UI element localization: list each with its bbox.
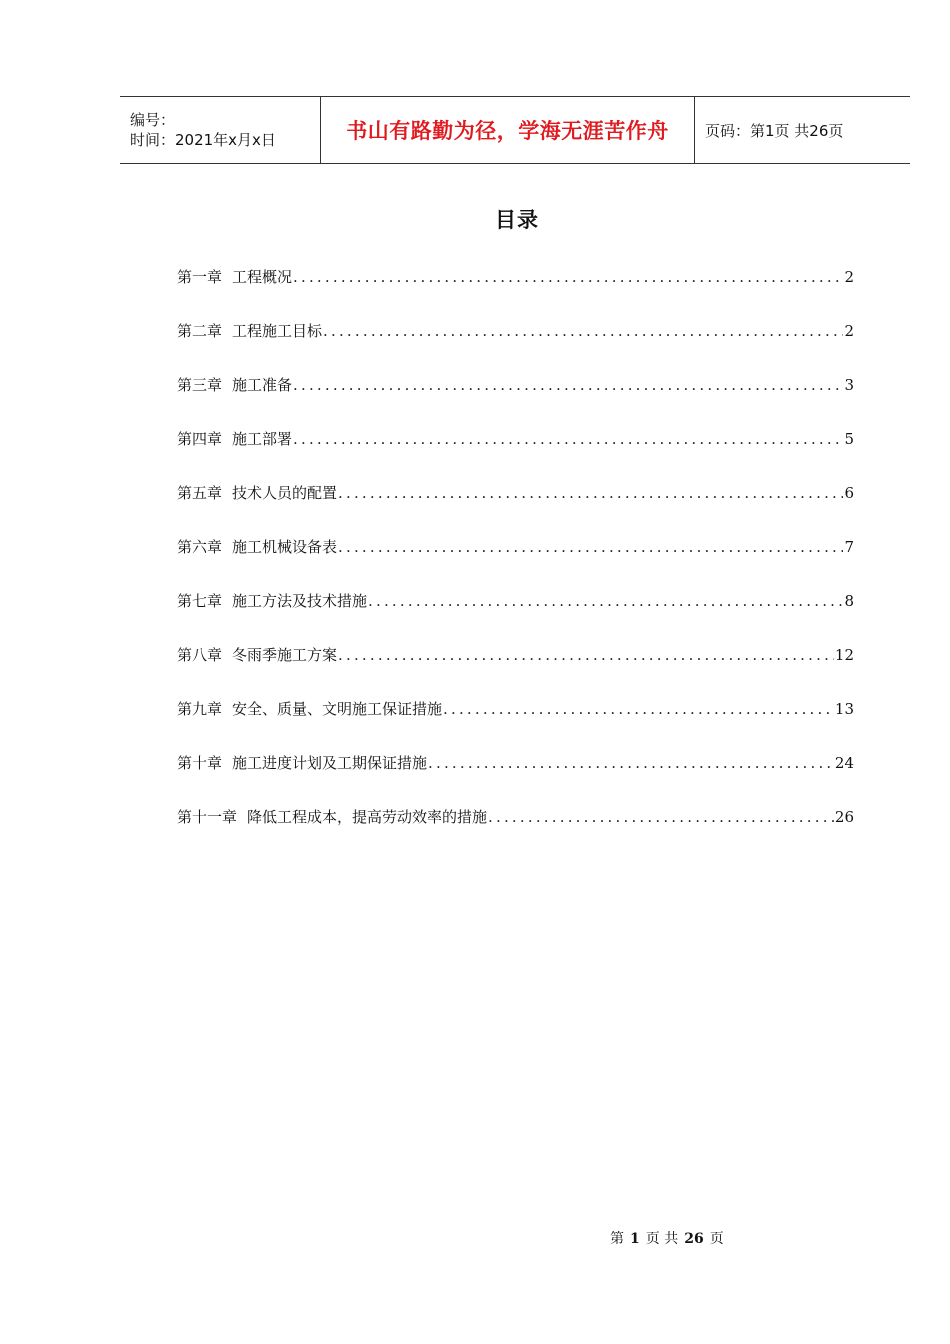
toc-leader-dots <box>293 426 843 452</box>
toc-page-number: 13 <box>834 700 854 718</box>
toc-entry[interactable] <box>177 344 854 398</box>
table-of-contents <box>177 262 854 830</box>
toc-chapter: 第一章 <box>177 268 223 286</box>
toc-chapter: 第九章 <box>177 700 223 718</box>
page-footer <box>610 1228 724 1248</box>
document-header <box>120 96 910 164</box>
page-label: 页码：第1页 共26页 <box>705 121 844 140</box>
toc-page-number: 8 <box>844 592 854 610</box>
header-page-cell <box>695 97 910 163</box>
header-meta-cell <box>120 97 321 163</box>
footer-total-pages: 26 <box>684 1231 704 1247</box>
toc-entry[interactable] <box>177 614 854 668</box>
toc-page-number: 2 <box>844 322 854 340</box>
toc-leader-dots <box>338 534 843 560</box>
toc-leader-dots <box>368 588 843 614</box>
header-motto-cell <box>321 97 695 163</box>
toc-entry[interactable] <box>177 398 854 452</box>
toc-chapter: 第四章 <box>177 430 223 448</box>
toc-entry[interactable] <box>177 452 854 506</box>
toc-page-number: 3 <box>844 376 854 394</box>
toc-page-number: 12 <box>834 646 854 664</box>
toc-entry[interactable] <box>177 722 854 776</box>
toc-entry-title: 施工准备 <box>232 376 293 394</box>
toc-chapter: 第二章 <box>177 322 223 340</box>
toc-chapter: 第五章 <box>177 484 223 502</box>
toc-leader-dots <box>293 372 843 398</box>
toc-leader-dots <box>443 696 834 722</box>
toc-chapter: 第六章 <box>177 538 223 556</box>
toc-chapter: 第十一章 <box>177 808 238 826</box>
toc-entry[interactable] <box>177 668 854 722</box>
toc-entry-title: 技术人员的配置 <box>232 484 338 502</box>
toc-leader-dots <box>293 264 843 290</box>
toc-entry[interactable] <box>177 262 854 290</box>
toc-entry-title: 冬雨季施工方案 <box>232 646 338 664</box>
toc-chapter: 第七章 <box>177 592 223 610</box>
toc-chapter: 第三章 <box>177 376 223 394</box>
toc-page-number: 26 <box>834 808 854 826</box>
toc-chapter: 第八章 <box>177 646 223 664</box>
toc-entry[interactable] <box>177 290 854 344</box>
toc-leader-dots <box>338 480 843 506</box>
toc-leader-dots <box>323 318 843 344</box>
toc-entry-title: 施工部署 <box>232 430 293 448</box>
toc-entry-title: 工程施工目标 <box>232 322 323 340</box>
footer-prefix: 第 <box>610 1231 624 1247</box>
toc-entry-title: 降低工程成本，提高劳动效率的措施 <box>247 808 488 826</box>
toc-page-number: 5 <box>844 430 854 448</box>
toc-entry-title: 工程概况 <box>232 268 293 286</box>
toc-entry-title: 施工机械设备表 <box>232 538 338 556</box>
toc-entry[interactable] <box>177 506 854 560</box>
footer-current-page: 1 <box>630 1231 640 1247</box>
toc-chapter: 第十章 <box>177 754 223 772</box>
toc-title: 目录 <box>495 208 539 232</box>
toc-entry-title: 施工方法及技术措施 <box>232 592 368 610</box>
toc-entry[interactable] <box>177 776 854 830</box>
time-label: 时间：2021年x月x日 <box>130 131 276 149</box>
toc-page-number: 2 <box>844 268 854 286</box>
toc-page-number: 6 <box>844 484 854 502</box>
toc-entry-title: 安全、质量、文明施工保证措施 <box>232 700 443 718</box>
footer-middle: 页 共 <box>645 1231 679 1247</box>
motto-text: 书山有路勤为径，学海无涯苦作舟 <box>346 119 669 143</box>
toc-leader-dots <box>488 804 834 830</box>
toc-leader-dots <box>428 750 834 776</box>
number-label: 编号： <box>130 111 176 129</box>
footer-suffix: 页 <box>709 1231 724 1247</box>
toc-page-number: 7 <box>844 538 854 556</box>
toc-leader-dots <box>338 642 834 668</box>
toc-entry-title: 施工进度计划及工期保证措施 <box>232 754 428 772</box>
toc-entry[interactable] <box>177 560 854 614</box>
toc-page-number: 24 <box>834 754 854 772</box>
